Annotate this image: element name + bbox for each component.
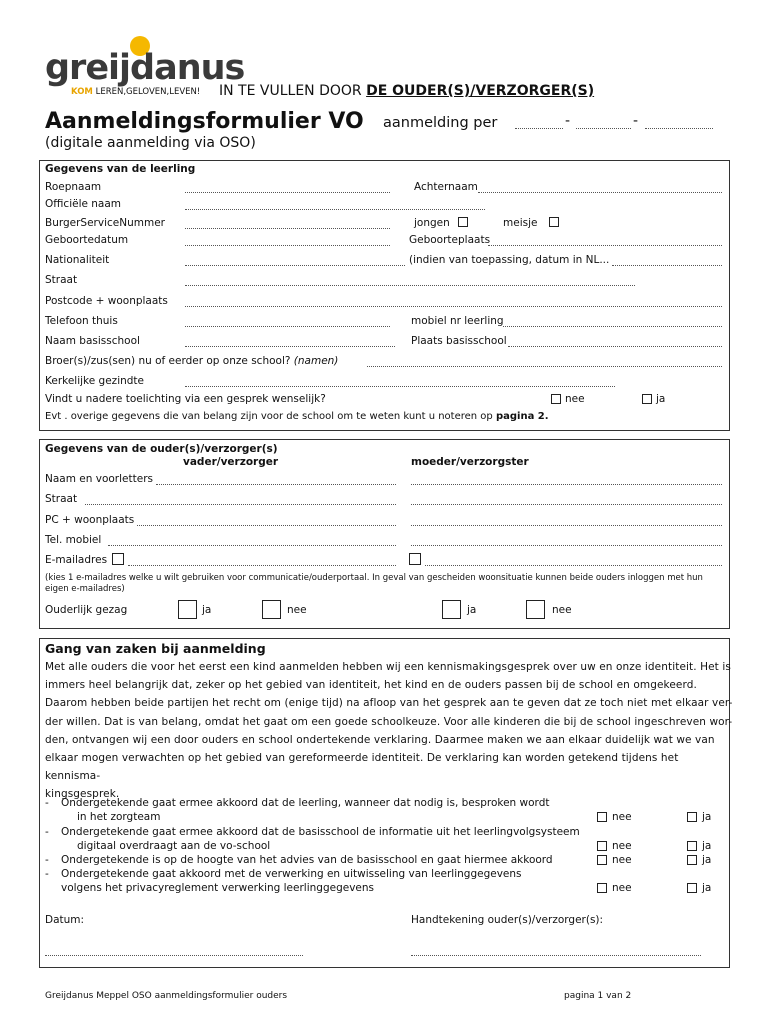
vader-gezag-nee-checkbox[interactable] bbox=[262, 600, 281, 619]
straat-field[interactable] bbox=[185, 285, 635, 286]
procedure-section-title: Gang van zaken bij aanmelding bbox=[45, 641, 266, 656]
lvs-nee-checkbox[interactable] bbox=[597, 841, 607, 851]
consent-privacy-text: Ondergetekende gaat akkoord met de verwerking en uitwisseling van leerlinggegevens bbox=[61, 868, 522, 880]
jongen-label: jongen bbox=[414, 217, 450, 229]
handtekening-field[interactable] bbox=[411, 955, 701, 956]
achternaam-label: Achternaam bbox=[414, 181, 478, 193]
roepnaam-field[interactable] bbox=[185, 192, 390, 193]
overige-note bbox=[45, 411, 549, 422]
postcode-field[interactable] bbox=[185, 306, 722, 307]
page-number: pagina 1 van 2 bbox=[564, 991, 632, 1001]
broers-label bbox=[45, 355, 338, 367]
nationaliteit-label: Nationaliteit bbox=[45, 254, 110, 266]
consent-advies-text: Ondergetekende is op de hoogte van het advies van de basisschool en gaat hiermee akkoord bbox=[61, 854, 553, 866]
overige-text: Evt . overige gegevens die van belang zijn voor de school om te weten kunt u noteren op bbox=[45, 411, 496, 422]
procedure-line: Daarom hebben beide partijen het recht om (enige tijd) na afloop van het gesprek aan te geven dat ze toch niet met elkaar ver- bbox=[45, 697, 733, 710]
procedure-line: immers heel belangrijk dat, zeker op het gebied van identiteit, het kind en de ouders passen bij de school en omgekeerd. bbox=[45, 679, 697, 692]
kerkelijk-label: Kerkelijke gezindte bbox=[45, 375, 145, 387]
kerkelijk-field[interactable] bbox=[185, 386, 615, 387]
email-note: (kies 1 e-mailadres welke u wilt gebruiken voor communicatie/ouderportaal. In geval van gescheiden woonsituatie kunnen beide ouders inloggen met hun eigen e-mailadres) bbox=[45, 573, 703, 594]
moeder-gezag-ja-label: ja bbox=[467, 604, 477, 616]
page-subtitle: (digitale aanmelding via OSO) bbox=[45, 135, 256, 151]
aanmelding-per-label: aanmelding per bbox=[383, 115, 498, 131]
straat-label: Straat bbox=[45, 274, 78, 286]
geboortedatum-field[interactable] bbox=[185, 245, 390, 246]
moeder-email-checkbox[interactable] bbox=[409, 553, 421, 565]
officiele-naam-field[interactable] bbox=[185, 209, 485, 210]
toelichting-nee-checkbox[interactable] bbox=[551, 394, 561, 404]
gezag-label: Ouderlijk gezag bbox=[45, 604, 128, 616]
bsn-label: BurgerServiceNummer bbox=[45, 217, 165, 229]
ouder-tel-label: Tel. mobiel bbox=[45, 534, 102, 546]
logo-tagline bbox=[71, 87, 200, 97]
ouder-email-label: E-mailadres bbox=[45, 554, 108, 566]
meisje-checkbox[interactable] bbox=[549, 217, 559, 227]
roepnaam-label: Roepnaam bbox=[45, 181, 102, 193]
handtekening-label: Handtekening ouder(s)/verzorger(s): bbox=[411, 914, 604, 926]
advies-ja-checkbox[interactable] bbox=[687, 855, 697, 865]
privacy-ja-checkbox[interactable] bbox=[687, 883, 697, 893]
officiele-naam-label: Officiële naam bbox=[45, 198, 122, 210]
lvs-nee-label: nee bbox=[612, 840, 632, 852]
toelichting-ja-label: ja bbox=[656, 393, 666, 405]
vader-email-checkbox[interactable] bbox=[112, 553, 124, 565]
bullet-dash: - bbox=[45, 868, 49, 880]
footer-title: Greijdanus Meppel OSO aanmeldingsformulier ouders bbox=[45, 991, 288, 1001]
moeder-naam-field[interactable] bbox=[411, 484, 722, 485]
datum-in-nl-field[interactable] bbox=[612, 265, 722, 266]
father-column-header: vader/verzorger bbox=[183, 456, 279, 468]
advies-nee-label: nee bbox=[612, 854, 632, 866]
aanmelding-year-field[interactable] bbox=[645, 128, 713, 129]
lvs-ja-label: ja bbox=[702, 840, 712, 852]
consent-privacy-text-2: volgens het privacyreglement verwerking leerlinggegevens bbox=[61, 882, 375, 894]
school-logo bbox=[42, 32, 245, 100]
consent-zorgteam-text: Ondergetekende gaat ermee akkoord dat de leerling, wanneer dat nodig is, besproken wordt bbox=[61, 797, 550, 809]
basisschool-label: Naam basisschool bbox=[45, 335, 140, 347]
procedure-text bbox=[45, 658, 735, 804]
vader-gezag-nee-label: nee bbox=[287, 604, 307, 616]
geboorteplaats-label: Geboorteplaats bbox=[409, 234, 491, 246]
toelichting-ja-checkbox[interactable] bbox=[642, 394, 652, 404]
privacy-nee-checkbox[interactable] bbox=[597, 883, 607, 893]
plaats-basisschool-field[interactable] bbox=[508, 346, 722, 347]
bullet-dash: - bbox=[45, 797, 49, 809]
moeder-tel-field[interactable] bbox=[411, 545, 722, 546]
toelichting-label: Vindt u nadere toelichting via een gesprek wenselijk? bbox=[45, 393, 326, 405]
vader-straat-field[interactable] bbox=[85, 504, 396, 505]
page-title: Aanmeldingsformulier VO bbox=[45, 109, 364, 134]
toelichting-nee-label: nee bbox=[565, 393, 585, 405]
date-dash: - bbox=[633, 113, 639, 129]
consent-zorgteam-text-2: in het zorgteam bbox=[77, 811, 161, 823]
overige-page-ref: pagina 2. bbox=[495, 411, 549, 422]
jongen-checkbox[interactable] bbox=[458, 217, 468, 227]
plaats-basisschool-label: Plaats basisschool bbox=[411, 335, 507, 347]
zorgteam-nee-label: nee bbox=[612, 811, 632, 823]
svg-text:greijdanus: greijdanus bbox=[45, 48, 245, 88]
procedure-line: kingsgesprek. bbox=[45, 788, 120, 801]
moeder-gezag-nee-label: nee bbox=[552, 604, 572, 616]
mobiel-label: mobiel nr leerling bbox=[411, 315, 504, 327]
nationaliteit-note: (indien van toepassing, datum in NL... bbox=[409, 254, 610, 266]
zorgteam-ja-label: ja bbox=[702, 811, 712, 823]
fill-by-parents: DE OUDER(S)/VERZORGER(S) bbox=[366, 83, 595, 99]
datum-label: Datum: bbox=[45, 914, 85, 926]
privacy-nee-label: nee bbox=[612, 882, 632, 894]
mobiel-field[interactable] bbox=[503, 326, 722, 327]
ouder-pc-label: PC + woonplaats bbox=[45, 514, 135, 526]
bullet-dash: - bbox=[45, 854, 49, 866]
mother-column-header: moeder/verzorgster bbox=[411, 456, 529, 468]
procedure-line: der willen. Dat is van belang, omdat het gaat om een goede schoolkeuze. Voor alle kinderen die bij de school ingeschreven wor- bbox=[45, 715, 733, 728]
procedure-line: Met alle ouders die voor het eerst een kind aanmelden hebben wij een kennismakingsgesprek over uw en onze identiteit. Het is bbox=[45, 661, 731, 673]
parents-section bbox=[39, 439, 730, 629]
fill-by-label bbox=[219, 83, 594, 99]
lvs-ja-checkbox[interactable] bbox=[687, 841, 697, 851]
broers-field[interactable] bbox=[367, 366, 722, 367]
meisje-label: meisje bbox=[503, 217, 538, 229]
vader-naam-field[interactable] bbox=[156, 484, 396, 485]
moeder-gezag-nee-checkbox[interactable] bbox=[526, 600, 545, 619]
ouder-naam-label: Naam en voorletters bbox=[45, 473, 153, 485]
consent-lvs-text: Ondergetekende gaat ermee akkoord dat de basisschool de informatie uit het leerlingvolgsysteem bbox=[61, 826, 580, 838]
zorgteam-nee-checkbox[interactable] bbox=[597, 812, 607, 822]
telefoon-label: Telefoon thuis bbox=[45, 315, 118, 327]
nationaliteit-field[interactable] bbox=[185, 265, 405, 266]
basisschool-field[interactable] bbox=[185, 346, 395, 347]
bsn-field[interactable] bbox=[185, 228, 390, 229]
vader-gezag-ja-checkbox[interactable] bbox=[178, 600, 197, 619]
bullet-dash: - bbox=[45, 826, 49, 838]
date-dash: - bbox=[565, 113, 571, 129]
aanmelding-month-field[interactable] bbox=[576, 128, 631, 129]
fill-by-prefix: IN TE VULLEN DOOR bbox=[219, 83, 367, 99]
student-section-title: Gegevens van de leerling bbox=[45, 163, 196, 175]
moeder-gezag-ja-checkbox[interactable] bbox=[442, 600, 461, 619]
tagline-rest: LEREN,GELOVEN,LEVEN! bbox=[95, 87, 201, 97]
geboorteplaats-field[interactable] bbox=[488, 245, 722, 246]
moeder-pc-field[interactable] bbox=[411, 525, 722, 526]
broers-italic: (namen) bbox=[293, 355, 339, 367]
datum-field[interactable] bbox=[45, 955, 303, 956]
tagline-kom: KOM bbox=[71, 87, 93, 97]
ouder-straat-label: Straat bbox=[45, 493, 78, 505]
procedure-line: elkaar mogen verwachten op het gebied van gereformeerde identiteit. De verklaring kan worden getekend tijdens het kennisma- bbox=[45, 752, 679, 783]
advies-ja-label: ja bbox=[702, 854, 712, 866]
telefoon-field[interactable] bbox=[185, 326, 390, 327]
parents-section-title: Gegevens van de ouder(s)/verzorger(s) bbox=[45, 443, 278, 455]
privacy-ja-label: ja bbox=[702, 882, 712, 894]
zorgteam-ja-checkbox[interactable] bbox=[687, 812, 697, 822]
vader-gezag-ja-label: ja bbox=[202, 604, 212, 616]
postcode-label: Postcode + woonplaats bbox=[45, 295, 168, 307]
moeder-straat-field[interactable] bbox=[411, 504, 722, 505]
consent-lvs-text-2: digitaal overdraagt aan de vo-school bbox=[77, 840, 271, 852]
moeder-email-field[interactable] bbox=[425, 565, 722, 566]
aanmelding-day-field[interactable] bbox=[515, 128, 563, 129]
vader-email-field[interactable] bbox=[128, 565, 396, 566]
vader-pc-field[interactable] bbox=[137, 525, 396, 526]
broers-text: Broer(s)/zus(sen) nu of eerder op onze school? bbox=[45, 355, 294, 367]
achternaam-field[interactable] bbox=[478, 192, 722, 193]
geboortedatum-label: Geboortedatum bbox=[45, 234, 129, 246]
advies-nee-checkbox[interactable] bbox=[597, 855, 607, 865]
vader-tel-field[interactable] bbox=[108, 545, 396, 546]
procedure-line: den, ontvangen wij een door ouders en school ondertekende verklaring. Daarmee maken we aan elkaar duidelijk wat we van bbox=[45, 733, 715, 746]
